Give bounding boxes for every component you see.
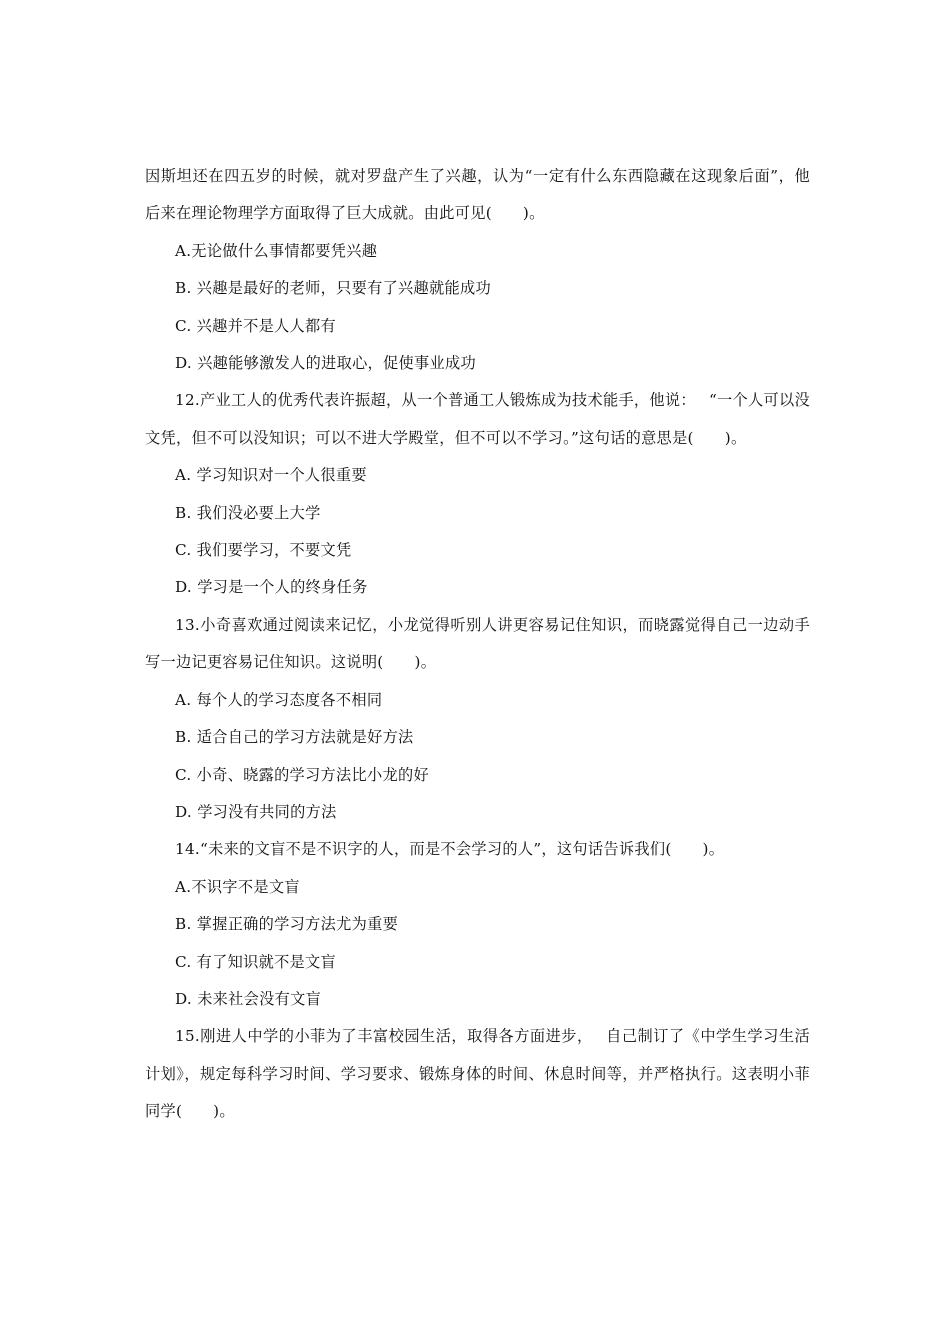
option-a: A. 学习知识对一个人很重要 xyxy=(175,466,367,485)
option-d: D. 兴趣能够激发人的进取心，促使事业成功 xyxy=(175,354,476,373)
option-a: A.不识字不是文盲 xyxy=(175,877,300,896)
option-a: A.无论做什么事情都要凭兴趣 xyxy=(175,241,378,260)
question-13-stem: 13.小奇喜欢通过阅读来记忆，小龙觉得听别人讲更容易记住知识，而晓露觉得自己一边动手写一边记更容易记住知识。这说明( )。 xyxy=(145,615,810,672)
option-c: C. 我们要学习，不要文凭 xyxy=(175,541,352,560)
option-c: C. 小奇、晓露的学习方法比小龙的好 xyxy=(175,765,429,784)
option-d: D. 学习是一个人的终身任务 xyxy=(175,578,368,597)
question-12-stem: 12.产业工人的优秀代表许振超，从一个普通工人锻炼成为技术能手，他说： “一个人可以没文凭，但不可以没知识；可以不进大学殿堂，但不可以不学习。”这句话的意思是( )。 xyxy=(145,391,810,447)
option-c: C. 兴趣并不是人人都有 xyxy=(175,316,337,335)
document-content xyxy=(145,158,810,1131)
option-d: D. 未来社会没有文盲 xyxy=(175,989,322,1008)
option-c: C. 有了知识就不是文盲 xyxy=(175,952,337,971)
option-b: B. 掌握正确的学习方法尤为重要 xyxy=(175,915,399,934)
option-b: B. 我们没必要上大学 xyxy=(175,503,321,522)
option-b: B. 兴趣是最好的老师，只要有了兴趣就能成功 xyxy=(175,279,491,298)
option-d: D. 学习没有共同的方法 xyxy=(175,802,337,821)
option-a: A. 每个人的学习态度各不相同 xyxy=(175,690,383,709)
option-b: B. 适合自己的学习方法就是好方法 xyxy=(175,728,414,747)
continued-question-stem: 因斯坦还在四五岁的时候，就对罗盘产生了兴趣，认为“一定有什么东西隐藏在这现象后面”，他后来在理论物理学方面取得了巨大成就。由此可见( )。 xyxy=(145,167,810,223)
question-14-stem: 14.“未来的文盲不是不识字的人，而是不会学习的人”，这句话告诉我们( )。 xyxy=(175,840,725,859)
question-15-stem: 15.刚进人中学的小菲为了丰富校园生活，取得各方面进步， 自己制订了《中学生学习生活计划》，规定每科学习时间、学习要求、锻炼身体的时间、休息时间等，并严格执行。这表明小菲同学( )。 xyxy=(145,1027,810,1121)
